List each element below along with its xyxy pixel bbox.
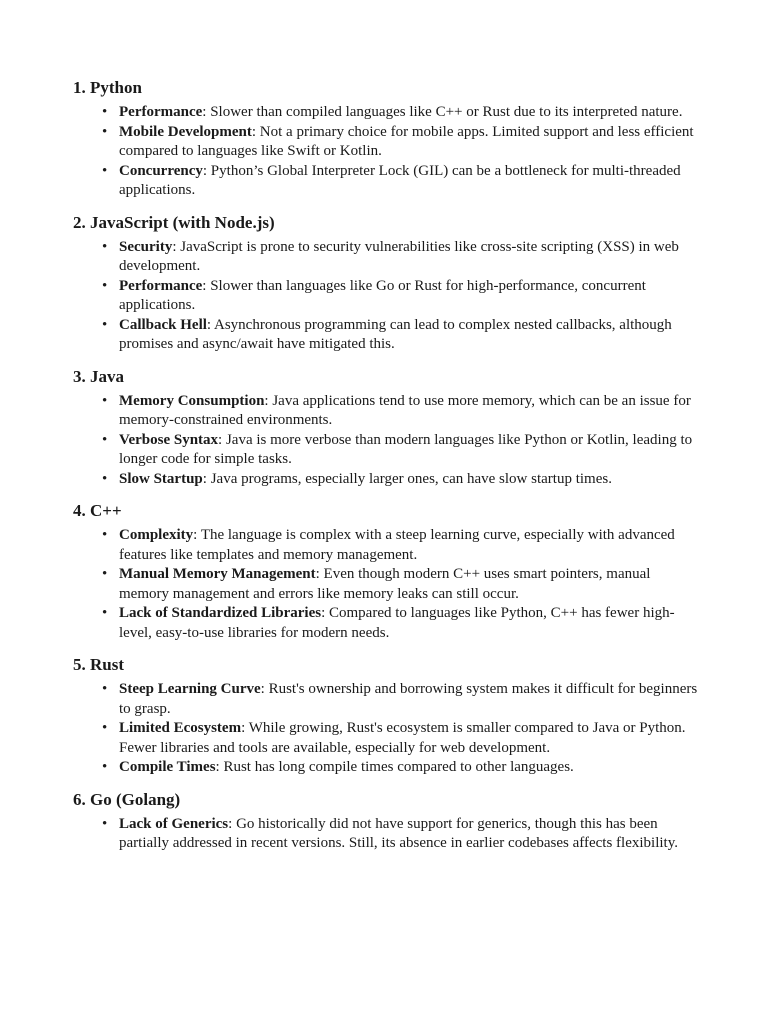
- bullet-list: [73, 526, 698, 643]
- section-go: [73, 790, 698, 854]
- item-term: Steep Learning Curve: [119, 681, 261, 697]
- item-term: Performance: [119, 277, 203, 294]
- item-term: Slow Startup: [119, 470, 203, 487]
- item-text: : The language is complex with a steep learning curve, especially with advanced features like templates and memory management.: [119, 527, 675, 563]
- list-item: [102, 123, 698, 162]
- item-text: : Java applications tend to use more memory, which can be an issue for memory-constrained environments.: [119, 392, 691, 428]
- item-text: : Even though modern C++ uses smart pointers, manual memory management and errors like memory leaks can still occur.: [119, 566, 651, 602]
- item-term: Callback Hell: [119, 316, 207, 333]
- item-text: : Slower than languages like Go or Rust for high-performance, concurrent applications.: [119, 277, 646, 313]
- item-text: : Asynchronous programming can lead to complex nested callbacks, although promises and async/await have mitigated this.: [119, 316, 672, 352]
- bullet-icon: •: [102, 720, 108, 736]
- document-body: [73, 78, 698, 866]
- list-item: [102, 162, 698, 201]
- section-heading: 3. Java: [73, 366, 124, 386]
- bullet-list: [73, 392, 698, 490]
- item-text: : Not a primary choice for mobile apps. Limited support and less efficient compared to languages like Swift or Kotlin.: [119, 123, 694, 159]
- item-text: : Go historically did not have support for generics, though this has been partially addressed in recent versions. Still, its absence in earlier codebases affects flexibility.: [119, 815, 678, 851]
- item-term: Compile Times: [119, 759, 216, 775]
- bullet-icon: •: [102, 605, 108, 621]
- list-item: [102, 431, 698, 470]
- list-item: [102, 103, 698, 123]
- item-text: : Rust has long compile times compared to other languages.: [215, 759, 574, 775]
- item-text: : Slower than compiled languages like C++ or Rust due to its interpreted nature.: [202, 104, 683, 120]
- bullet-icon: •: [102, 316, 108, 333]
- bullet-icon: •: [102, 104, 108, 120]
- bullet-icon: •: [102, 238, 108, 255]
- item-text: : Java programs, especially larger ones, can have slow startup times.: [202, 470, 612, 487]
- bullet-icon: •: [102, 470, 108, 487]
- bullet-icon: •: [102, 759, 108, 775]
- bullet-list: [73, 238, 698, 355]
- bullet-icon: •: [102, 392, 108, 409]
- list-item: [102, 470, 698, 490]
- section-cpp: [73, 501, 698, 643]
- bullet-list: [73, 815, 698, 854]
- bullet-list: [73, 103, 698, 201]
- item-text: : Python’s Global Interpreter Lock (GIL) can be a bottleneck for multi-threaded applications.: [119, 162, 681, 198]
- section-heading: 2. JavaScript (with Node.js): [73, 212, 275, 232]
- item-term: Memory Consumption: [119, 392, 265, 409]
- list-item: [102, 758, 698, 778]
- bullet-icon: •: [102, 815, 108, 832]
- list-item: [102, 238, 698, 277]
- item-text: : Rust's ownership and borrowing system makes it difficult for beginners to grasp.: [119, 681, 698, 717]
- item-term: Performance: [119, 104, 203, 120]
- item-term: Complexity: [119, 527, 194, 543]
- bullet-icon: •: [102, 566, 108, 582]
- section-rust: [73, 655, 698, 778]
- list-item: [102, 392, 698, 431]
- section-heading: 1. Python: [73, 78, 142, 97]
- list-item: [102, 719, 698, 758]
- section-heading: 4. C++: [73, 501, 122, 520]
- list-item: [102, 815, 698, 854]
- list-item: [102, 277, 698, 316]
- bullet-icon: •: [102, 681, 108, 697]
- item-text: : While growing, Rust's ecosystem is smaller compared to Java or Python. Fewer libraries and tools are available, especially for web development.: [119, 720, 686, 756]
- section-heading: 5. Rust: [73, 655, 125, 674]
- item-term: Lack of Generics: [119, 815, 229, 832]
- section-java: [73, 367, 698, 490]
- item-text: : JavaScript is prone to security vulnerabilities like cross-site scripting (XSS) in web development.: [119, 238, 679, 274]
- item-term: Mobile Development: [119, 123, 252, 140]
- item-term: Limited Ecosystem: [119, 720, 242, 736]
- list-item: [102, 680, 698, 719]
- item-term: Security: [119, 238, 173, 255]
- list-item: [102, 526, 698, 565]
- item-term: Concurrency: [119, 162, 203, 179]
- section-javascript: [73, 213, 698, 355]
- bullet-icon: •: [102, 123, 108, 140]
- item-text: : Java is more verbose than modern languages like Python or Kotlin, leading to longer code for simple tasks.: [119, 431, 693, 467]
- list-item: [102, 565, 698, 604]
- bullet-icon: •: [102, 527, 108, 543]
- list-item: [102, 316, 698, 355]
- section-heading: 6. Go (Golang): [73, 789, 181, 809]
- bullet-icon: •: [102, 277, 108, 294]
- bullet-icon: •: [102, 431, 108, 448]
- item-term: Manual Memory Management: [119, 566, 316, 582]
- bullet-icon: •: [102, 162, 108, 179]
- section-python: [73, 78, 698, 201]
- item-term: Verbose Syntax: [119, 431, 219, 448]
- item-text: : Compared to languages like Python, C++ has fewer high-level, easy-to-use libraries for modern needs.: [119, 605, 675, 641]
- list-item: [102, 604, 698, 643]
- item-term: Lack of Standardized Libraries: [119, 605, 322, 621]
- bullet-list: [73, 680, 698, 778]
